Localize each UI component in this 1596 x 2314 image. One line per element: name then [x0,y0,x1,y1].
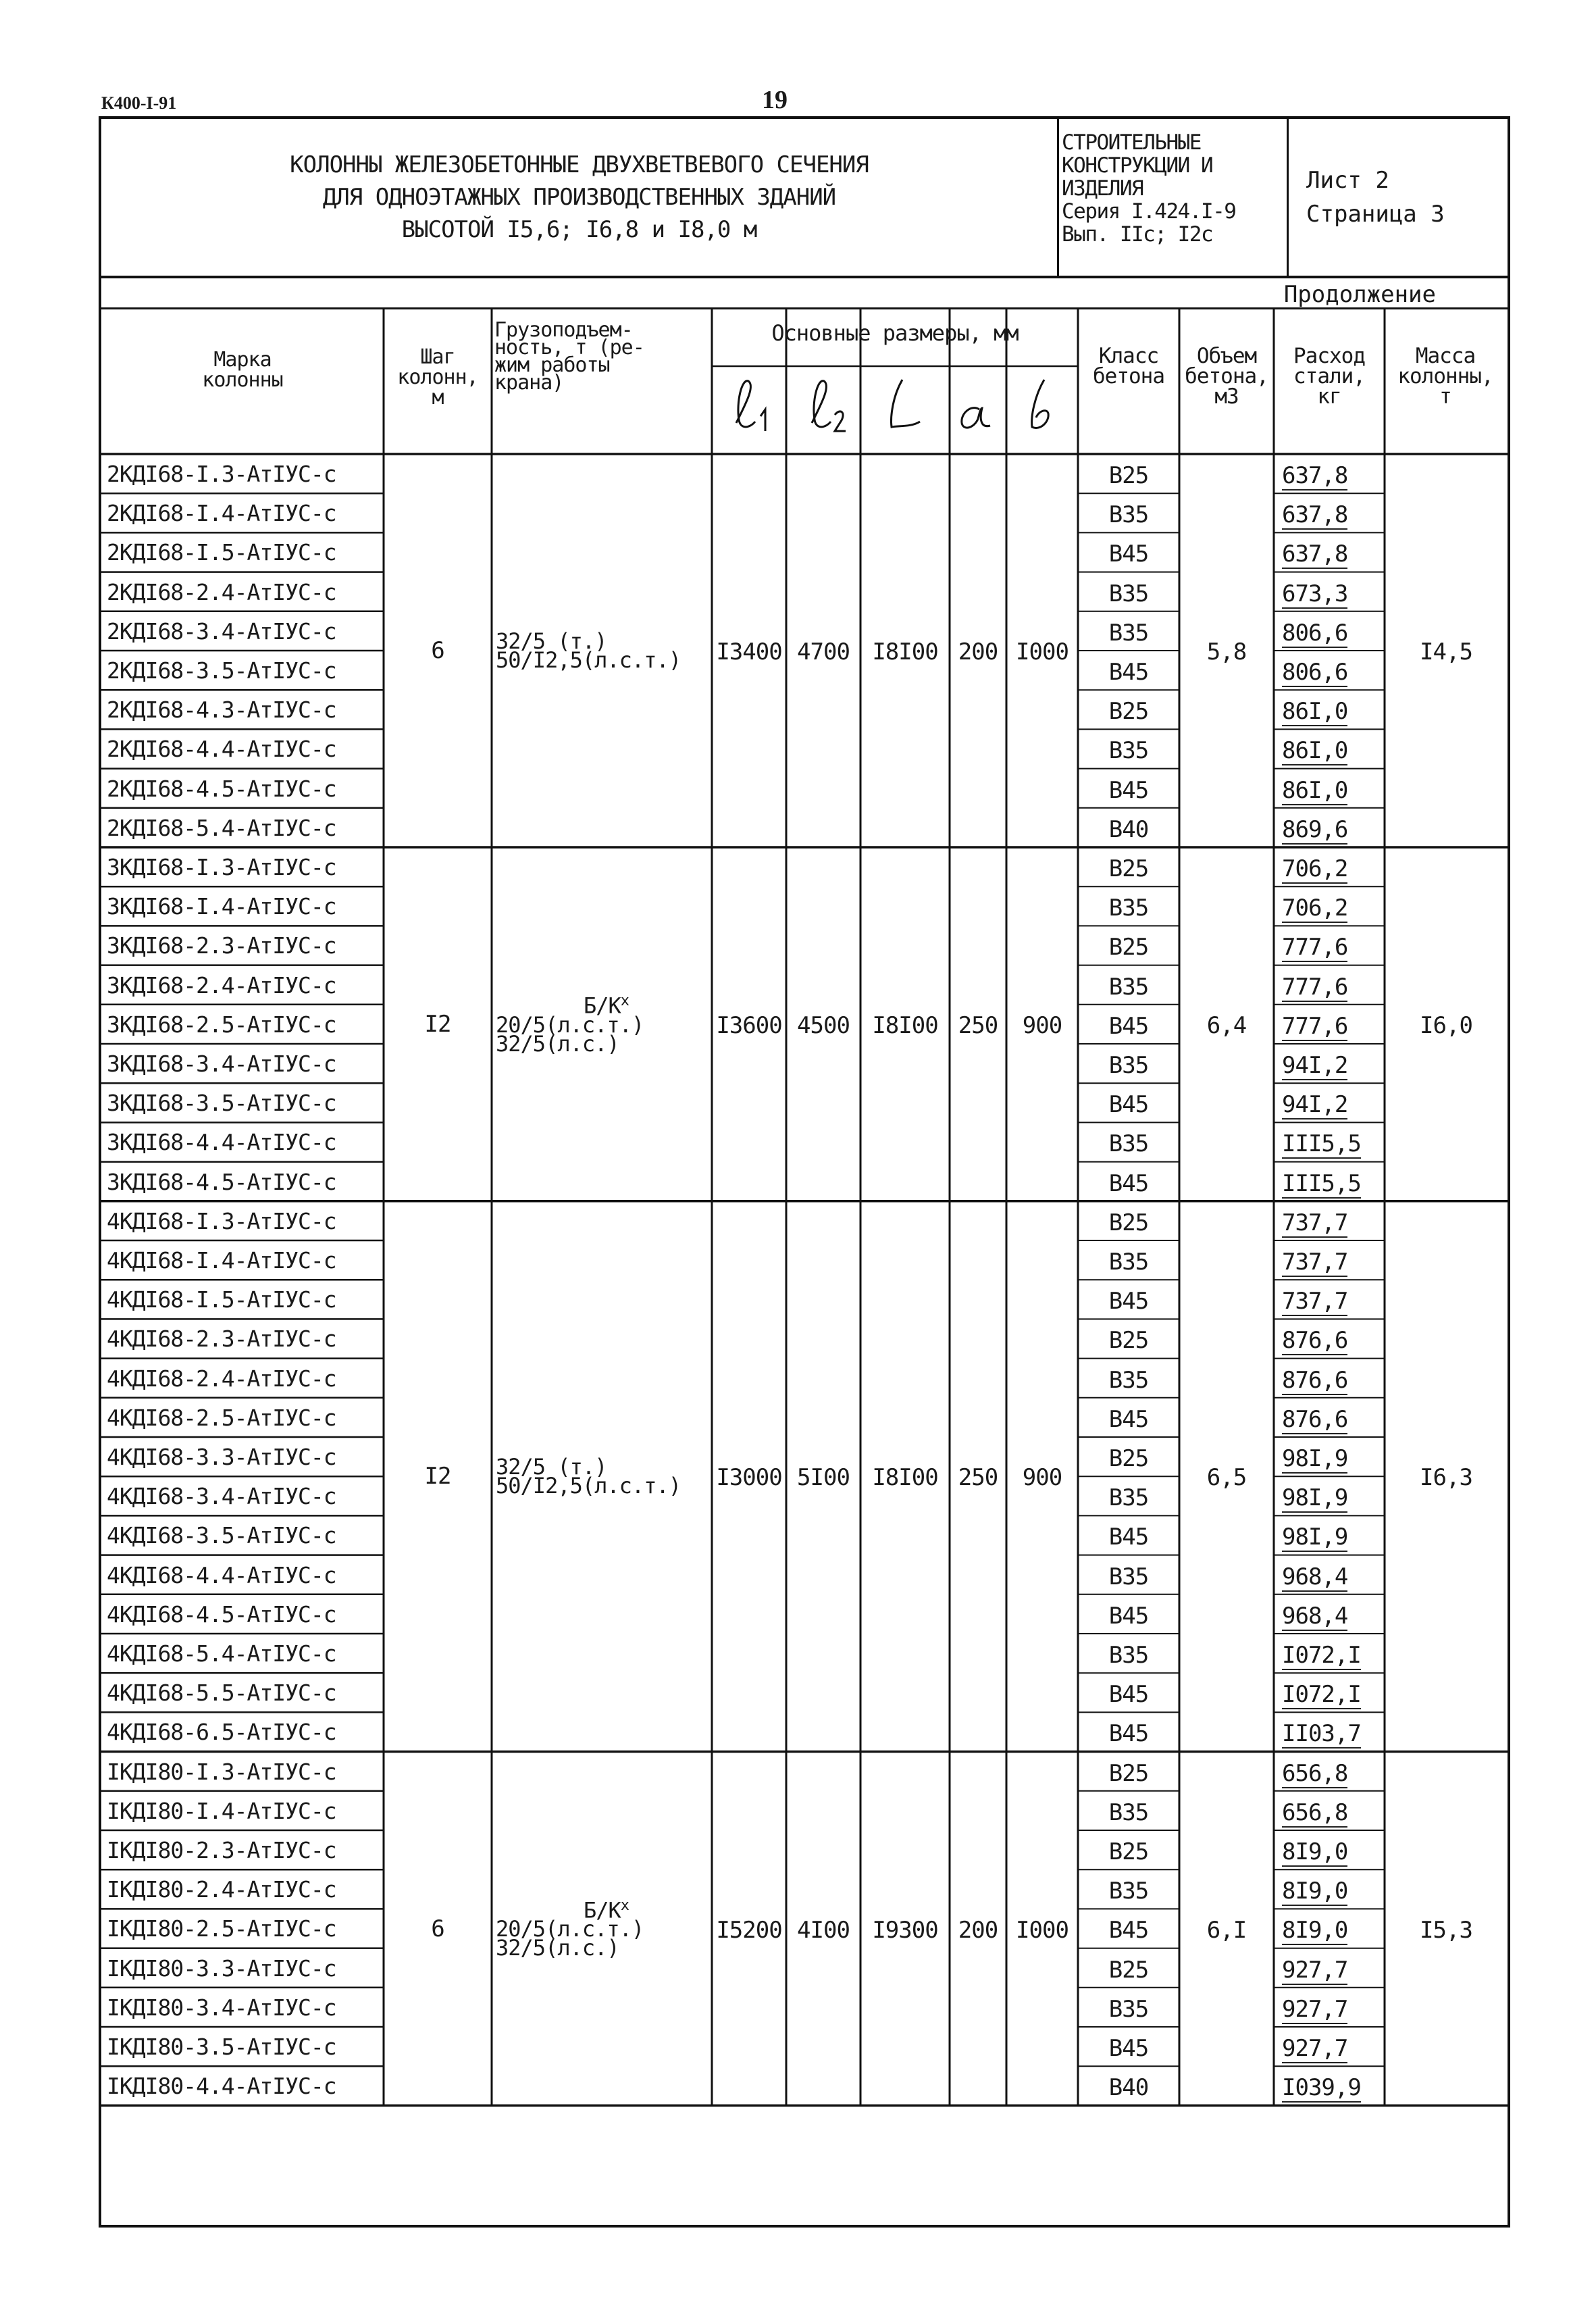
steel-consumption: 927,7 [1282,1956,1348,1984]
column-mark: IКДI80-I.3-АтIУС-с [107,1758,336,1785]
concrete-class: В45 [1108,1012,1149,1040]
column-mark: 4КДI68-4.4-АтIУС-с [107,1561,336,1588]
column-mark: 4КДI68-I.4-АтIУС-с [107,1247,336,1274]
title-line: ВЫСОТОЙ I5,6; I6,8 и I8,0 м [401,216,757,243]
column-mass: I4,5 [1420,638,1472,665]
steel-consumption: 706,2 [1282,895,1348,922]
steel-consumption: 876,6 [1282,1366,1348,1394]
steel-consumption: III5,5 [1282,1130,1361,1158]
header-mark [101,350,384,391]
concrete-class: В35 [1108,1366,1149,1394]
column-mass: I6,0 [1420,1011,1472,1039]
column-mark: 4КДI68-5.4-АтIУС-с [107,1640,336,1667]
crane-capacity [496,628,681,673]
concrete-class: В25 [1108,934,1149,961]
header-text: Объем [1196,344,1257,368]
title-line: КОЛОННЫ ЖЕЛЕЗОБЕТОННЫЕ ДВУХВЕТВЕВОГО СЕЧЕНИЯ [290,151,869,178]
steel-consumption: 806,6 [1282,659,1348,686]
concrete-class: В35 [1108,1052,1149,1079]
concrete-class: В35 [1108,1642,1149,1669]
column-mark: 2КДI68-4.3-АтIУС-с [107,697,336,724]
column-mark: 4КДI68-3.3-АтIУС-с [107,1444,336,1470]
title-line: ДЛЯ ОДНОЭТАЖНЫХ ПРОИЗВОДСТВЕННЫХ ЗДАНИЙ [322,184,836,211]
footnote-mark: x [620,992,629,1009]
dim-L: I8I00 [872,1011,938,1039]
column-mark: IКДI80-2.5-АтIУС-с [107,1915,336,1942]
steel-consumption: 98I,9 [1282,1524,1348,1551]
steel-consumption: 8I9,0 [1282,1917,1348,1944]
header-text: Марка [213,348,272,372]
column-mark: IКДI80-3.5-АтIУС-с [107,2034,336,2060]
header-text: кг [1317,384,1341,409]
column-mark: 2КДI68-I.4-АтIУС-с [107,500,336,527]
column-mark: 4КДI68-3.5-АтIУС-с [107,1522,336,1549]
steel-consumption: 86I,0 [1282,698,1348,726]
column-mass: I6,3 [1420,1464,1472,1492]
concrete-class: В35 [1108,1799,1149,1826]
crane-capacity [496,992,644,1057]
header-text: ность, т (ре- [494,336,644,359]
dim-l1: I3400 [716,638,782,665]
dim-L: I9300 [872,1916,938,1944]
steel-consumption: III5,5 [1282,1169,1361,1197]
header-text: Класс [1098,344,1159,368]
concrete-class: В40 [1108,2074,1149,2102]
capacity-line: 50/I2,5(л.с.т.) [496,647,681,673]
concrete-class: В45 [1108,540,1149,568]
steel-consumption: 637,8 [1282,501,1348,529]
header-mass [1385,346,1506,407]
column-step: I2 [424,1463,451,1490]
steel-consumption: 806,6 [1282,619,1348,647]
column-mark: 2КДI68-4.4-АтIУС-с [107,736,336,763]
capacity-line: 20/5(л.с.т.) [496,1916,644,1942]
concrete-class: В25 [1108,1759,1149,1787]
concrete-volume: 6,5 [1206,1464,1247,1492]
capacity-line: 32/5(л.с.) [496,1935,619,1961]
column-mark: 2КДI68-5.4-АтIУС-с [107,814,336,841]
header-steel [1274,346,1385,407]
column-mark: IКДI80-3.4-АтIУС-с [107,1994,336,2021]
steel-consumption: I039,9 [1282,2074,1361,2102]
column-mark: IКДI80-2.4-АтIУС-с [107,1876,336,1903]
concrete-class: В45 [1108,1602,1149,1630]
concrete-class: В35 [1108,973,1149,1001]
column-mark: 2КДI68-I.5-АтIУС-с [107,539,336,566]
column-mark: 4КДI68-5.5-АтIУС-с [107,1680,336,1707]
dim-L: I8I00 [872,1464,938,1492]
concrete-class: В45 [1108,1169,1149,1197]
steel-consumption: 656,8 [1282,1759,1348,1787]
concrete-class: В45 [1108,2035,1149,2062]
concrete-class: В40 [1108,815,1149,843]
column-mark: 4КДI68-6.5-АтIУС-с [107,1719,336,1746]
column-mark: 3КДI68-4.4-АтIУС-с [107,1129,336,1156]
header-capacity [494,318,711,395]
crane-capacity [496,1896,644,1961]
dim-a: 200 [958,638,998,665]
concrete-class: В45 [1108,659,1149,686]
steel-consumption: 876,6 [1282,1405,1348,1433]
concrete-class: В35 [1108,737,1149,765]
series-line: ИЗДЕЛИЯ [1062,176,1143,201]
steel-consumption: 927,7 [1282,1995,1348,2023]
steel-consumption: 656,8 [1282,1799,1348,1826]
dim-l1: I3000 [716,1464,782,1492]
column-mark: 4КДI68-I.5-АтIУС-с [107,1286,336,1313]
concrete-class: В35 [1108,1130,1149,1158]
header-text: Шаг [420,345,455,369]
header-concrete-class [1078,346,1179,386]
steel-consumption: 86I,0 [1282,737,1348,765]
concrete-class: В35 [1108,501,1149,529]
column-mark: IКДI80-3.3-АтIУС-с [107,1955,336,1982]
page-number: 19 [762,86,788,114]
concrete-class: В25 [1108,462,1149,489]
series-line: Вып. IIс; I2с [1062,222,1213,247]
steel-consumption: 927,7 [1282,2035,1348,2062]
column-mark: 3КДI68-3.4-АтIУС-с [107,1051,336,1077]
header-text: колонны, [1397,364,1493,388]
steel-consumption: 94I,2 [1282,1052,1348,1079]
dim-b: 900 [1022,1464,1062,1492]
dim-l2: 4500 [797,1011,850,1039]
dim-L: I8I00 [872,638,938,665]
column-mark: 3КДI68-4.5-АтIУС-с [107,1168,336,1195]
steel-consumption: 777,6 [1282,973,1348,1001]
concrete-volume: 5,8 [1206,638,1247,665]
column-mark: 2КДI68-3.4-АтIУС-с [107,618,336,645]
concrete-class: В25 [1108,1327,1149,1355]
concrete-class: В45 [1108,1288,1149,1315]
column-mark: 4КДI68-2.5-АтIУС-с [107,1404,336,1431]
concrete-class: В35 [1108,1995,1149,2023]
column-mark: 4КДI68-3.4-АтIУС-с [107,1483,336,1510]
steel-consumption: 94I,2 [1282,1091,1348,1119]
series-line: КОНСТРУКЦИИ И [1062,153,1213,178]
concrete-class: В45 [1108,1524,1149,1551]
header-text: м3 [1214,384,1239,409]
column-mark: 4КДI68-I.3-АтIУС-с [107,1207,336,1234]
drawing-frame [99,116,1510,2228]
header-text: Расход [1293,344,1365,368]
steel-consumption: I072,I [1282,1681,1361,1709]
column-step: I2 [424,1010,451,1038]
column-mark: 2КДI68-3.5-АтIУС-с [107,657,336,684]
concrete-class: В45 [1108,1091,1149,1119]
column-mark: 4КДI68-4.5-АтIУС-с [107,1601,336,1628]
column-mark: 2КДI68-2.4-АтIУС-с [107,578,336,605]
concrete-class: В45 [1108,1681,1149,1709]
steel-consumption: 8I9,0 [1282,1878,1348,1905]
concrete-class: В35 [1108,1878,1149,1905]
capacity-line: $Б/К^x$ [584,1896,629,1923]
dim-a: 250 [958,1011,998,1039]
concrete-class: В45 [1108,1917,1149,1944]
header-text: бетона, [1185,364,1268,388]
series-line: Серия I.424.I-9 [1062,199,1236,224]
concrete-volume: 6,I [1206,1916,1247,1944]
steel-consumption: 706,2 [1282,855,1348,882]
capacity-line: 32/5 (т.) [496,1454,607,1480]
column-mark: 3КДI68-I.4-АтIУС-с [107,893,336,920]
steel-consumption: 98I,9 [1282,1484,1348,1512]
crane-capacity [496,1454,681,1499]
header-text: стали, [1293,364,1365,388]
steel-consumption: 777,6 [1282,1012,1348,1040]
concrete-class: В35 [1108,1484,1149,1512]
steel-consumption: I072,I [1282,1642,1361,1669]
steel-consumption: 8I9,0 [1282,1838,1348,1865]
steel-consumption: 98I,9 [1282,1445,1348,1472]
header-text: Грузоподъем- [494,318,633,342]
steel-consumption: 637,8 [1282,462,1348,489]
column-mass: I5,3 [1420,1916,1472,1944]
header-step [384,347,492,408]
capacity-line: 32/5(л.с.) [496,1030,619,1057]
capacity-line: 50/I2,5(л.с.т.) [496,1473,681,1499]
column-mark: 2КДI68-I.3-АтIУС-с [107,461,336,487]
steel-consumption: 968,4 [1282,1563,1348,1590]
concrete-class: В25 [1108,1445,1149,1472]
dim-b: I000 [1016,638,1069,665]
steel-consumption: 673,3 [1282,580,1348,607]
concrete-class: В45 [1108,1405,1149,1433]
dim-a: 200 [958,1916,998,1944]
dim-a: 250 [958,1464,998,1492]
column-mark: 3КДI68-I.3-АтIУС-с [107,854,336,880]
header-dims-group: Основные размеры, мм [771,320,1019,346]
capacity-line: $Б/К^x$ [584,992,629,1019]
header-text: Масса [1415,344,1476,368]
concrete-class: В25 [1108,1956,1149,1984]
steel-consumption: 777,6 [1282,934,1348,961]
concrete-class: В35 [1108,1563,1149,1590]
header-text: бетона [1093,364,1164,388]
column-mark: 3КДI68-2.5-АтIУС-с [107,1011,336,1038]
concrete-volume: 6,4 [1206,1011,1247,1039]
concrete-class: В25 [1108,1838,1149,1865]
concrete-class: В35 [1108,580,1149,607]
column-mark: 3КДI68-2.4-АтIУС-с [107,972,336,999]
header-text: м [432,386,444,409]
page-label: Страница 3 [1306,201,1445,228]
dim-l2: 5I00 [797,1464,850,1492]
column-mark: IКДI80-2.3-АтIУС-с [107,1837,336,1863]
steel-consumption: 737,7 [1282,1288,1348,1315]
header-text: жим работы [494,353,610,377]
dim-l1: I3600 [716,1011,782,1039]
dim-b: 900 [1022,1011,1062,1039]
column-mark: 4КДI68-2.4-АтIУС-с [107,1365,336,1392]
continuation-label: Продолжение [1283,281,1436,308]
concrete-class: В45 [1108,1720,1149,1748]
steel-consumption: 637,8 [1282,540,1348,568]
column-mark: IКДI80-I.4-АтIУС-с [107,1797,336,1824]
concrete-class: В45 [1108,776,1149,804]
dim-l2: 4I00 [797,1916,850,1944]
dim-l1: I5200 [716,1916,782,1944]
document-code: К400-I-91 [101,93,177,113]
column-step: 6 [431,1915,444,1942]
capacity-line: 32/5 (т.) [496,628,607,654]
concrete-class: В35 [1108,895,1149,922]
concrete-class: В25 [1108,855,1149,882]
concrete-class: В25 [1108,698,1149,726]
column-mark: IКДI80-4.4-АтIУС-с [107,2073,336,2100]
concrete-class: В35 [1108,1249,1149,1276]
footnote-mark: x [620,1896,629,1914]
steel-consumption: 968,4 [1282,1602,1348,1630]
steel-consumption: 869,6 [1282,815,1348,843]
steel-consumption: 876,6 [1282,1327,1348,1355]
steel-consumption: 86I,0 [1282,776,1348,804]
dim-b: I000 [1016,1916,1069,1944]
column-mark: 4КДI68-2.3-АтIУС-с [107,1326,336,1353]
concrete-class: В25 [1108,1209,1149,1236]
header-text: крана) [494,371,564,395]
header-volume [1179,346,1274,407]
column-step: 6 [431,637,444,664]
header-text: колонн, [397,366,478,389]
header-text: колонны [202,368,283,392]
steel-consumption: 737,7 [1282,1209,1348,1236]
series-line: СТРОИТЕЛЬНЫЕ [1062,130,1201,155]
concrete-class: В35 [1108,619,1149,647]
header-text: т [1439,384,1451,409]
column-mark: 3КДI68-3.5-АтIУС-с [107,1090,336,1117]
capacity-line: 20/5(л.с.т.) [496,1011,644,1038]
column-mark: 3КДI68-2.3-АтIУС-с [107,932,336,959]
dim-l2: 4700 [797,638,850,665]
steel-consumption: II03,7 [1282,1720,1361,1748]
column-mark: 2КДI68-4.5-АтIУС-с [107,775,336,802]
steel-consumption: 737,7 [1282,1249,1348,1276]
sheet-number: Лист 2 [1306,167,1389,194]
